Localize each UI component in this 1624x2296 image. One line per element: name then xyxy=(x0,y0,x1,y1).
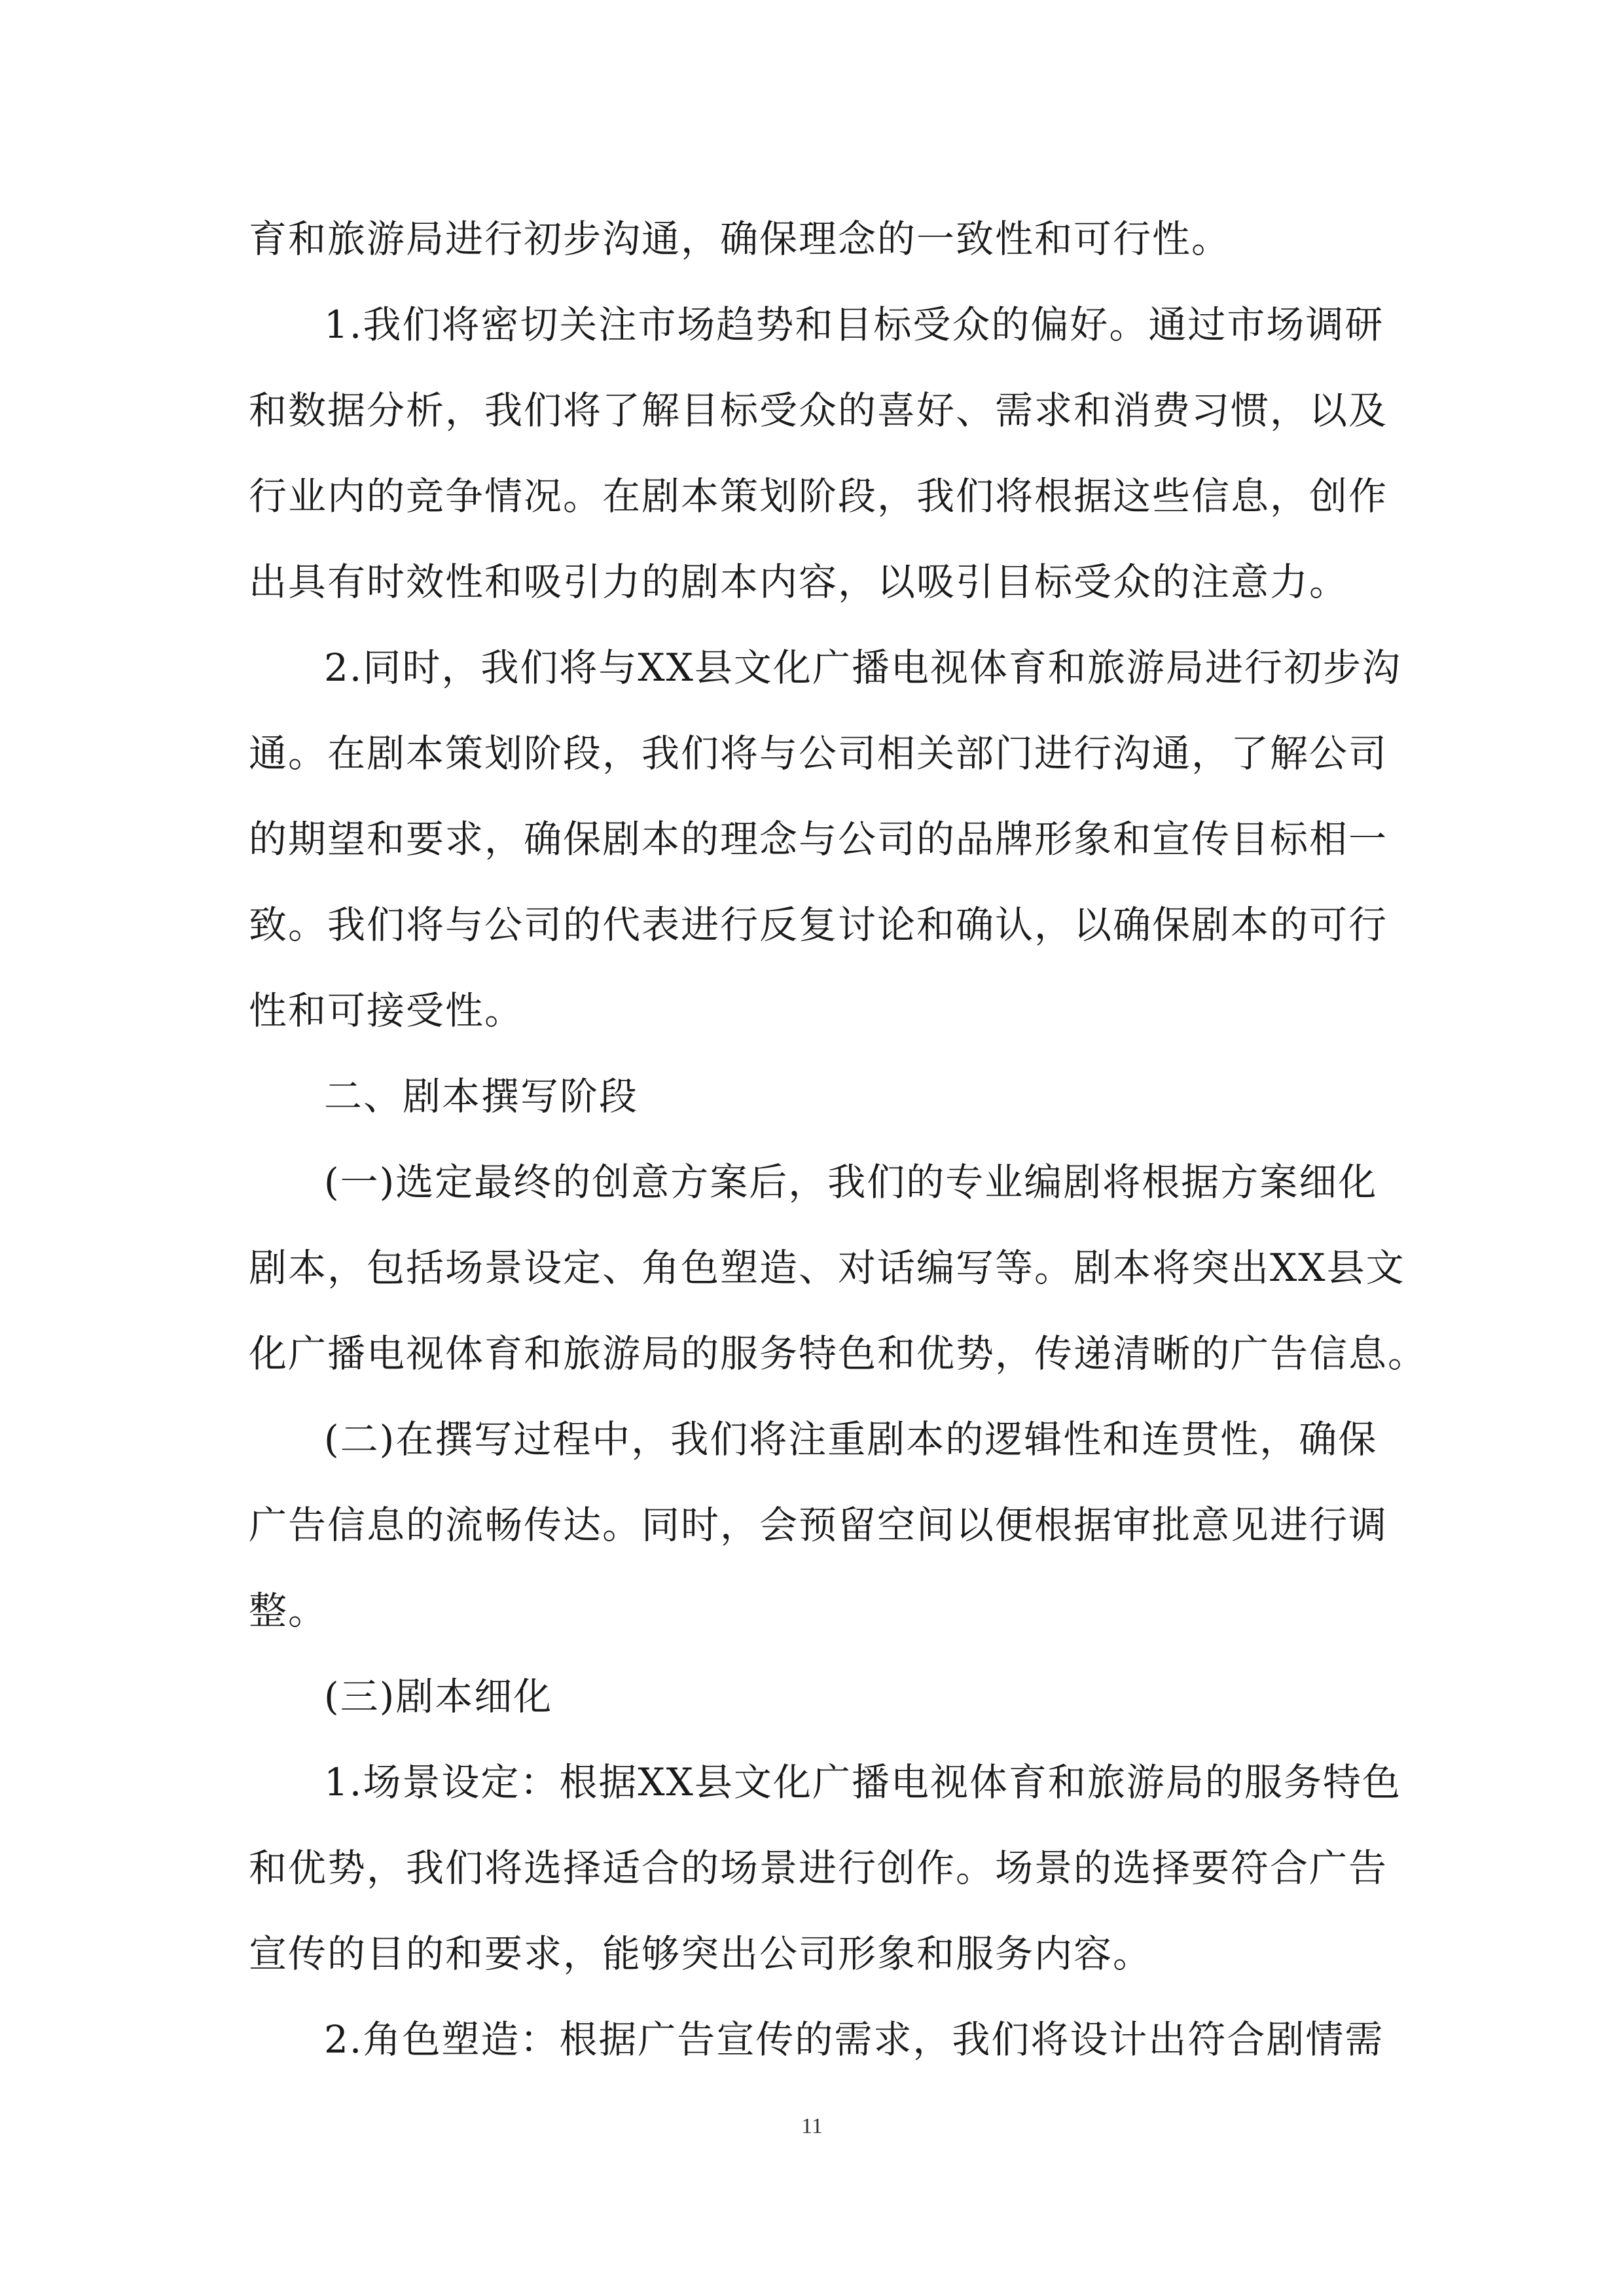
text-line: (二)在撰写过程中，我们将注重剧本的逻辑性和连贯性，确保 xyxy=(324,1417,1378,1462)
text-line: 1.场景设定：根据XX县文化广播电视体育和旅游局的服务特色 xyxy=(324,1760,1401,1804)
text-line: 整。 xyxy=(249,1588,328,1633)
text-line: 出具有时效性和吸引力的剧本内容，以吸引目标受众的注意力。 xyxy=(249,560,1349,604)
page-number: 11 xyxy=(801,2114,823,2138)
text-line: 1.我们将密切关注市场趋势和目标受众的偏好。通过市场调研 xyxy=(324,302,1384,347)
text-line: 和优势，我们将选择适合的场景进行创作。场景的选择要符合广告 xyxy=(249,1846,1388,1890)
text-line: 2.同时，我们将与XX县文化广播电视体育和旅游局进行初步沟 xyxy=(324,645,1401,690)
text-line: 广告信息的流畅传达。同时，会预留空间以便根据审批意见进行调 xyxy=(249,1503,1388,1547)
text-line: 行业内的竞争情况。在剧本策划阶段，我们将根据这些信息，创作 xyxy=(249,474,1388,518)
section-heading: 二、剧本撰写阶段 xyxy=(324,1074,639,1119)
document-body xyxy=(249,196,1428,2083)
text-line: 和数据分析，我们将了解目标受众的喜好、需求和消费习惯，以及 xyxy=(249,388,1388,433)
text-line: 育和旅游局进行初步沟通，确保理念的一致性和可行性。 xyxy=(249,217,1231,261)
text-line: 性和可接受性。 xyxy=(249,988,524,1033)
text-line: 化广播电视体育和旅游局的服务特色和优势，传递清晰的广告信息。 xyxy=(249,1331,1428,1376)
text-line: 宣传的目的和要求，能够突出公司形象和服务内容。 xyxy=(249,1931,1153,1976)
subsection-heading: (三)剧本细化 xyxy=(324,1674,553,1719)
text-line: (一)选定最终的创意方案后，我们的专业编剧将根据方案细化 xyxy=(324,1160,1378,1204)
text-line: 致。我们将与公司的代表进行反复讨论和确认，以确保剧本的可行 xyxy=(249,903,1388,947)
text-line: 的期望和要求，确保剧本的理念与公司的品牌形象和宣传目标相一 xyxy=(249,817,1388,861)
text-line: 2.角色塑造：根据广告宣传的需求，我们将设计出符合剧情需 xyxy=(324,2017,1384,2062)
text-line: 通。在剧本策划阶段，我们将与公司相关部门进行沟通，了解公司 xyxy=(249,731,1388,776)
text-line: 剧本，包括场景设定、角色塑造、对话编写等。剧本将突出XX县文 xyxy=(249,1246,1405,1290)
